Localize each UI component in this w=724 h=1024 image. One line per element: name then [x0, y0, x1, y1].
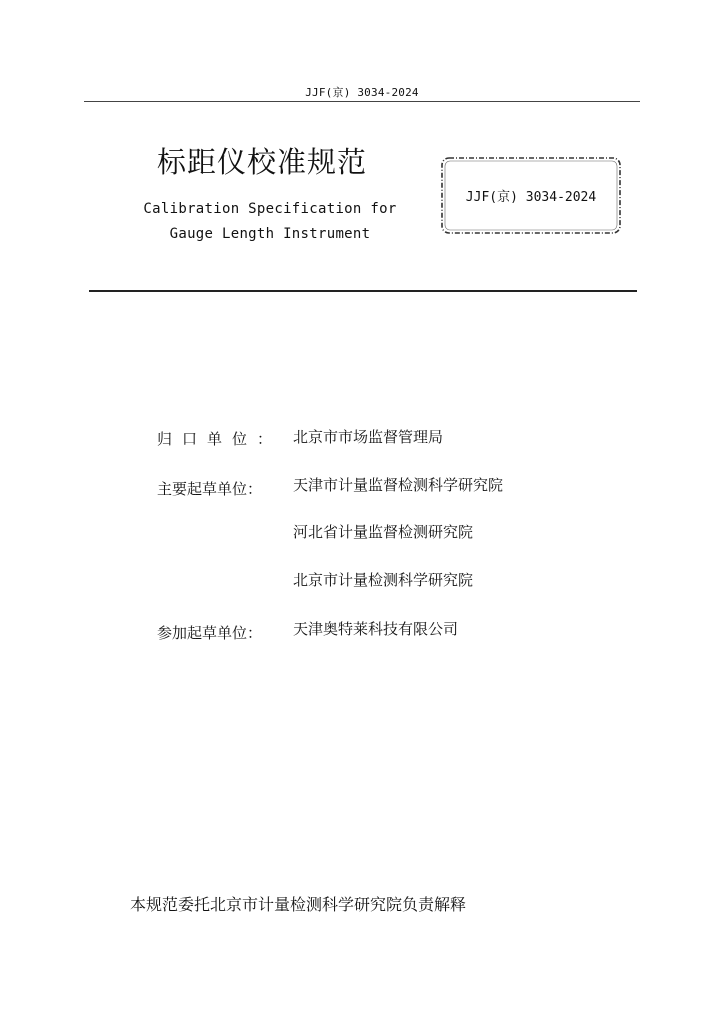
main-drafting-unit-2: 河北省计量监督检测研究院: [293, 523, 474, 541]
title-divider: [89, 290, 637, 292]
responsible-unit-label: 归口单位：: [157, 430, 283, 448]
header-rule: [84, 101, 640, 102]
participating-drafting-unit: 天津奥特莱科技有限公司: [293, 620, 459, 638]
participating-drafting-label: 参加起草单位：: [157, 624, 263, 642]
main-drafting-label: 主要起草单位：: [157, 480, 263, 498]
responsible-unit-value: 北京市市场监督管理局: [293, 428, 444, 446]
main-drafting-unit-3: 北京市计量检测科学研究院: [293, 571, 474, 589]
code-frame: [440, 156, 622, 235]
title-english-line1: Calibration Specification for: [143, 201, 397, 217]
main-drafting-unit-1: 天津市计量监督检测科学研究院: [293, 476, 504, 494]
code-frame-text: JJF(京) 3034-2024: [465, 190, 597, 205]
title-chinese: 标距仪校准规范: [157, 145, 368, 179]
interpretation-note: 本规范委托北京市计量检测科学研究院负责解释: [130, 895, 467, 914]
title-english-line2: Gauge Length Instrument: [169, 226, 371, 242]
header-code: JJF(京) 3034-2024: [305, 86, 419, 99]
